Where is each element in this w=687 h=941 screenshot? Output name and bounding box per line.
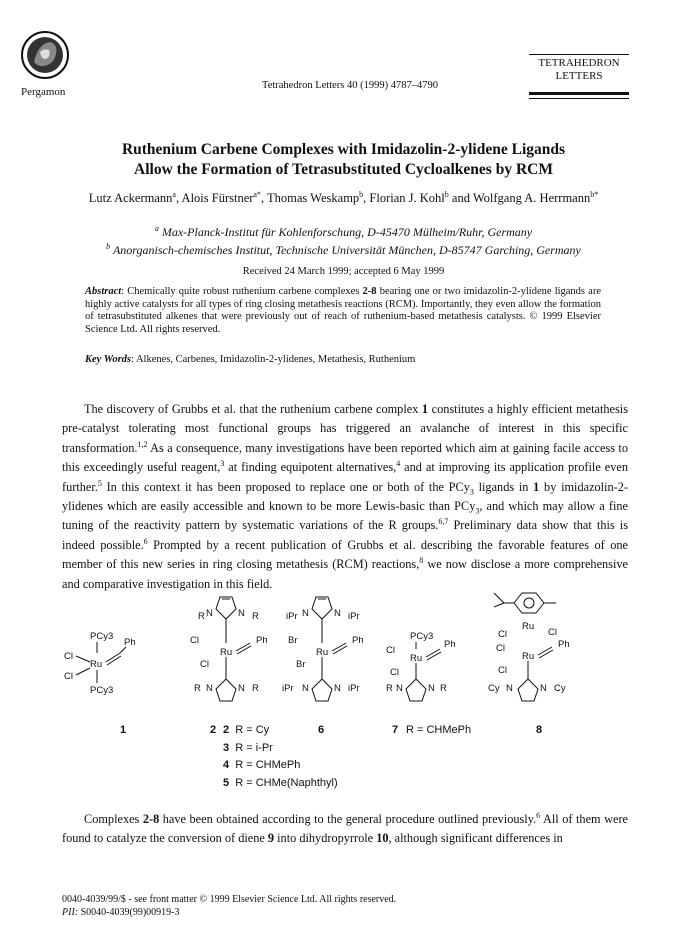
structures-scheme (60, 583, 660, 743)
received-dates: Received 24 March 1999; accepted 6 May 1999 (242, 266, 445, 277)
compound-number: 10 (376, 831, 389, 846)
author-affiliation-marker: b (359, 189, 364, 199)
c2-n-top-left: N (206, 608, 213, 619)
footer-pii (62, 906, 396, 919)
author-name: Thomas Weskamp (267, 191, 360, 205)
keywords-text: : Alkenes, Carbenes, Imidazolin-2-ylidenes, Metathesis, Ruthenium (131, 354, 416, 365)
compound-number: 2-8 (142, 812, 160, 826)
text-run: , although significant differences in (388, 831, 563, 846)
c2-r-top-left: R (198, 611, 205, 622)
c8-cl-mid: Cl (496, 643, 505, 654)
author-affiliation-marker: a (172, 189, 176, 199)
author-name: Alois Fürstner (181, 191, 254, 205)
c7-cl-top: Cl (386, 645, 395, 656)
reference-marker: 1,2 (137, 439, 148, 449)
body-paragraph-1 (62, 400, 628, 594)
text-run: into dihydropyrrole (274, 831, 377, 846)
compound-number: 1 (533, 479, 540, 494)
r-def-3-text: R = i-Pr (235, 741, 273, 754)
keywords-label: Key Words (85, 354, 131, 365)
c1-cl-top: Cl (64, 651, 73, 662)
c2-n-bottom-right: N (238, 683, 245, 694)
text-run: constitutes a highly efficient metathesis pre-catalyst tolerating most functional groups has triggered an avalanche of interest in this specific transformation. (62, 402, 628, 455)
pergamon-seal-icon (20, 30, 70, 80)
c8-cl-top-left: Cl (498, 629, 507, 640)
c8-n-right: N (540, 683, 547, 694)
c8-cl-top-right: Cl (548, 627, 557, 638)
c6-ipr-top-right: iPr (348, 611, 360, 622)
c6-br-top: Br (288, 635, 298, 646)
affiliation-a (20, 224, 667, 241)
header-rule-bottom-1 (529, 92, 629, 95)
r-def-4-text: R = CHMePh (235, 759, 301, 771)
compound-8-label: 8 (536, 724, 543, 736)
c6-ru: Ru (316, 647, 329, 658)
c8-cy-left: Cy (488, 683, 500, 694)
author-name: Lutz Ackermann (88, 191, 173, 205)
paragraph-1-text (62, 400, 628, 594)
footer-copyright: 0040-4039/99/$ - see front matter © 1999 Elsevier Science Ltd. All rights reserved. (62, 894, 397, 905)
c2-n-top-right: N (238, 608, 245, 619)
c2-n-bottom-left: N (206, 683, 213, 694)
title-line-1: Ruthenium Carbene Complexes with Imidazolin-2-ylidene Ligands (121, 141, 566, 158)
r-def-3-num: 3 (223, 741, 230, 754)
footer-pii-label: PII: (62, 907, 79, 918)
reference-marker: 5 (97, 478, 102, 488)
c7-ru: Ru (410, 653, 423, 664)
article-title (40, 140, 647, 180)
c1-ph: Ph (124, 637, 136, 648)
r-def-4 (223, 757, 338, 775)
compound-8-structure (488, 593, 570, 736)
c8-n-left: N (506, 683, 513, 694)
compound-7-r-definition: R = CHMePh (406, 724, 472, 736)
title-line-2: Allow the Formation of Tetrasubstituted Cycloalkenes by RCM (134, 161, 553, 178)
header-rule-top (529, 54, 629, 55)
c2-r-top-right: R (252, 611, 259, 622)
reference-marker: 4 (396, 459, 401, 469)
text-run: by imidazolin-2-ylidenes which are easily accessible and known to be more Lewis-basic than PCy (62, 479, 628, 514)
c2-ph: Ph (256, 635, 268, 646)
journal-name-line2: LETTERS (555, 70, 603, 82)
text-run: Preliminary data show that this is indeed possible. (62, 518, 628, 552)
reference-marker: 6,7 (438, 517, 449, 527)
affiliation-b-marker: b (106, 242, 111, 251)
c8-ru: Ru (522, 621, 535, 632)
c6-ipr-bottom-right: iPr (348, 683, 360, 694)
compound-2-label: 2 (210, 724, 217, 736)
compound-number: 9 (267, 831, 275, 846)
text-run: and at improving its application profile even further. (62, 460, 628, 494)
text-run: Prompted by a recent publication of Grubbs et al. describing the favorable features of one member of this new series in ring closing metathesis (RCM) reactions, (62, 537, 629, 572)
footer (62, 893, 396, 919)
c7-r-left: R (386, 683, 393, 694)
subscript: 3 (469, 487, 474, 497)
reference-marker: 8 (419, 556, 424, 566)
compound-2-structure (190, 597, 268, 736)
author-affiliation-marker: b (444, 189, 449, 199)
affiliation-a-text: Max-Planck-Institut für Kohlenforschung, D-45470 Mülheim/Ruhr, Germany (161, 225, 533, 239)
reference-marker: 6 (143, 536, 148, 546)
abstract-text-post: bearing one or two imidazolin-2-ylidene ligands are highly active catalysts for all types of ring closing metathesis reactions (RCM). Importantly, they even allow the formation of tetrasubstituted alkenes that were previously out of reach of ruthenium-based metathesis catalysts. © 1999 Elsevier Science Ltd. All rights reserved. (85, 286, 601, 335)
c6-ph: Ph (352, 635, 364, 646)
subscript: 3 (475, 506, 480, 516)
compound-1-label: 1 (120, 724, 127, 736)
reference-marker: 6 (536, 810, 541, 820)
c2-r-bottom-left: R (194, 683, 201, 694)
text-run: at finding equipotent alternatives, (224, 460, 397, 475)
compound-2-r-definitions (223, 722, 338, 792)
c8-ru-lower: Ru (522, 651, 535, 662)
c7-n-left: N (396, 683, 403, 694)
c2-r-bottom-right: R (252, 683, 259, 694)
r-def-2 (223, 722, 338, 740)
compound-1-structure (64, 631, 136, 736)
c7-r-right: R (440, 683, 447, 694)
text-run: we now disclose a more comprehensive and comparative investigation in this field. (62, 557, 628, 591)
author-affiliation-marker: a* (253, 189, 261, 199)
compound-7-structure (386, 631, 471, 736)
affiliation-b-text: Anorganisch-chemisches Institut, Technische Universität München, D-85747 Garching, Germany (112, 243, 581, 257)
c7-pcy3: PCy3 (410, 631, 434, 642)
text-run: The discovery of Grubbs et al. that the ruthenium carbene complex (84, 402, 422, 416)
affiliation-a-marker: a (154, 224, 159, 233)
c6-ipr-top-left: iPr (286, 611, 298, 622)
compound-6-label: 6 (318, 724, 325, 736)
c1-ru: Ru (90, 659, 103, 670)
c1-pcy3-bottom: PCy3 (90, 685, 114, 696)
c7-ph: Ph (444, 639, 456, 650)
c6-n-top-left: N (302, 608, 309, 619)
journal-reference: Tetrahedron Letters 40 (1999) 4787–4790 (262, 80, 438, 91)
publisher-name: Pergamon (21, 86, 66, 98)
abstract-compounds: 2-8 (362, 286, 377, 297)
text-run: ligands in (473, 479, 534, 494)
compound-6-structure (282, 597, 364, 736)
r-def-5-num: 5 (223, 776, 230, 789)
c6-n-top-right: N (334, 608, 341, 619)
c6-n-bottom-left: N (302, 683, 309, 694)
text-run: All of them were found to catalyze the conversion of diene (62, 812, 628, 846)
r-def-2-num: 2 (223, 724, 230, 736)
c2-cl-bottom: Cl (200, 659, 209, 670)
text-run: Complexes (84, 812, 143, 826)
text-run: , and which may allow a fine tuning of the reactivity pattern by systematic variations of the R groups. (62, 499, 628, 533)
abstract (85, 286, 601, 336)
journal-name-line1: TETRAHEDRON (538, 57, 620, 69)
compound-7-label: 7 (392, 724, 399, 736)
publisher-logo (20, 30, 70, 80)
c7-cl-bottom: Cl (390, 667, 399, 678)
abstract-label: Abstract (85, 286, 122, 297)
c6-ipr-bottom-left: iPr (282, 683, 294, 694)
c8-ph: Ph (558, 639, 570, 650)
r-def-5 (223, 775, 338, 793)
c8-cl-bottom: Cl (498, 665, 507, 676)
r-def-3 (223, 740, 338, 758)
author-name: Florian J. Kohl (369, 191, 445, 205)
r-def-2-text: R = Cy (235, 724, 270, 736)
body-paragraph-2 (62, 810, 628, 849)
c1-pcy3-top: PCy3 (90, 631, 114, 642)
c6-br-bottom: Br (296, 659, 306, 670)
author-name: Wolfgang A. Herrmann (472, 191, 591, 205)
compound-number: 1 (421, 402, 429, 416)
footer-pii-value: S0040-4039(99)00919-3 (78, 907, 180, 918)
author-list: Lutz Ackermann$^a$, Alois Fürstner$^{a*}$, Thomas Weskamp$^b$, Florian J. Kohl$^b$ and Wolfgang A. Herrmann$^{b*}$ (88, 189, 599, 205)
c6-n-bottom-right: N (334, 683, 341, 694)
text-run: As a consequence, many investigations have been reported which aim at gaining facile access to this exceedingly useful reagent, (62, 440, 628, 475)
r-def-5-text: R = CHMe(Naphthyl) (235, 776, 338, 789)
c1-cl-bottom: Cl (64, 671, 73, 682)
abstract-text-pre: : Chemically quite robust ruthenium carbene complexes (121, 286, 363, 297)
r-def-4-num: 4 (223, 759, 230, 771)
c2-cl-top: Cl (190, 635, 199, 646)
author-affiliation-marker: b* (590, 189, 599, 199)
affiliation-b (20, 242, 667, 259)
reference-marker: 3 (220, 459, 225, 469)
text-run: have been obtained according to the general procedure outlined previously. (159, 812, 537, 826)
header-rule-bottom-2 (529, 98, 629, 99)
c7-n-right: N (428, 683, 435, 694)
text-run: In this context it has been proposed to replace one or both of the PCy (101, 479, 470, 494)
c2-ru: Ru (220, 647, 233, 658)
paragraph-2-text (62, 810, 628, 849)
c8-cy-right: Cy (554, 683, 566, 694)
keywords (85, 354, 601, 365)
